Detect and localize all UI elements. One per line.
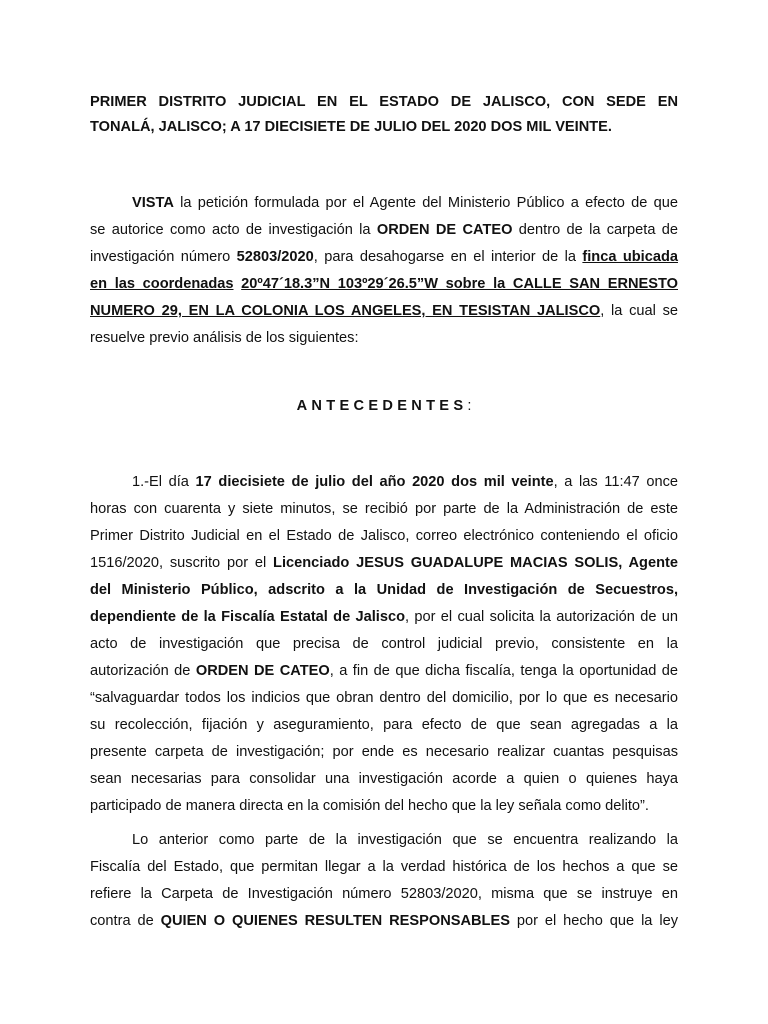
p1-line-5: del Ministerio Público, adscrito a la Unidad de Investigación de Secuestros, [90, 582, 678, 598]
p1-line-2: horas con cuarenta y siete minutos, se recibió por parte de la Administración de este [90, 501, 678, 517]
p2-line-1: Lo anterior como parte de la investigación que se encuentra realizando la [132, 832, 678, 848]
p1-line-3: Primer Distrito Judicial en el Estado de Jalisco, correo electrónico conteniendo el oficio [90, 528, 678, 544]
antecedente-2-paragraph [90, 827, 678, 935]
p2-line-3: refiere la Carpeta de Investigación número 52803/2020, misma que se instruye en [90, 886, 678, 902]
vista-line-4: en las coordenadas 20º47´18.3”N 103º29´26.5”W sobre la CALLE SAN ERNESTO [90, 276, 678, 292]
document-heading [90, 90, 678, 140]
vista-line-5: NUMERO 29, EN LA COLONIA LOS ANGELES, EN TESISTAN JALISCO, la cual se [90, 303, 678, 319]
p1-line-10: su recolección, fijación y aseguramiento, para efecto de que sean agregadas a la [90, 717, 678, 733]
heading-line-1: PRIMER DISTRITO JUDICIAL EN EL ESTADO DE JALISCO, CON SEDE EN [90, 94, 678, 110]
vista-line-2: se autorice como acto de investigación la ORDEN DE CATEO dentro de la carpeta de [90, 222, 678, 238]
p1-line-12: sean necesarias para consolidar una investigación acorde a quien o quienes haya [90, 771, 678, 787]
antecedente-1-paragraph [90, 469, 678, 820]
p1-line-4: 1516/2020, suscrito por el Licenciado JESUS GUADALUPE MACIAS SOLIS, Agente [90, 555, 678, 571]
p1-line-6: dependiente de la Fiscalía Estatal de Jalisco, por el cual solicita la autorización de un [90, 609, 678, 625]
p1-line-7: acto de investigación que precisa de control judicial previo, consistente en la [90, 636, 678, 652]
p1-line-8: autorización de ORDEN DE CATEO, a fin de que dicha fiscalía, tenga la oportunidad de [90, 663, 678, 679]
p1-line-1: 1.-El día 17 diecisiete de julio del año 2020 dos mil veinte, a las 11:47 once [132, 474, 678, 490]
section-title: ANTECEDENTES: [296, 398, 472, 414]
vista-line-6: resuelve previo análisis de los siguientes: [90, 330, 359, 346]
vista-line-1: VISTA la petición formulada por el Agente del Ministerio Público a efecto de que [132, 195, 678, 211]
heading-line-2: TONALÁ, JALISCO; A 17 DIECISIETE DE JULIO DEL 2020 DOS MIL VEINTE. [90, 119, 612, 135]
p1-line-9: “salvaguardar todos los indicios que obran dentro del domicilio, por lo que es necesario [90, 690, 678, 706]
vista-paragraph [90, 190, 678, 352]
vista-line-3: investigación número 52803/2020, para desahogarse en el interior de la finca ubicada [90, 249, 678, 265]
p2-line-2: Fiscalía del Estado, que permitan llegar a la verdad histórica de los hechos a que se [90, 859, 678, 875]
p1-line-13: participado de manera directa en la comisión del hecho que la ley señala como delito”. [90, 798, 649, 814]
p1-line-11: presente carpeta de investigación; por ende es necesario realizar cuantas pesquisas [90, 744, 678, 760]
p2-line-4: contra de QUIEN O QUIENES RESULTEN RESPONSABLES por el hecho que la ley [90, 913, 678, 929]
